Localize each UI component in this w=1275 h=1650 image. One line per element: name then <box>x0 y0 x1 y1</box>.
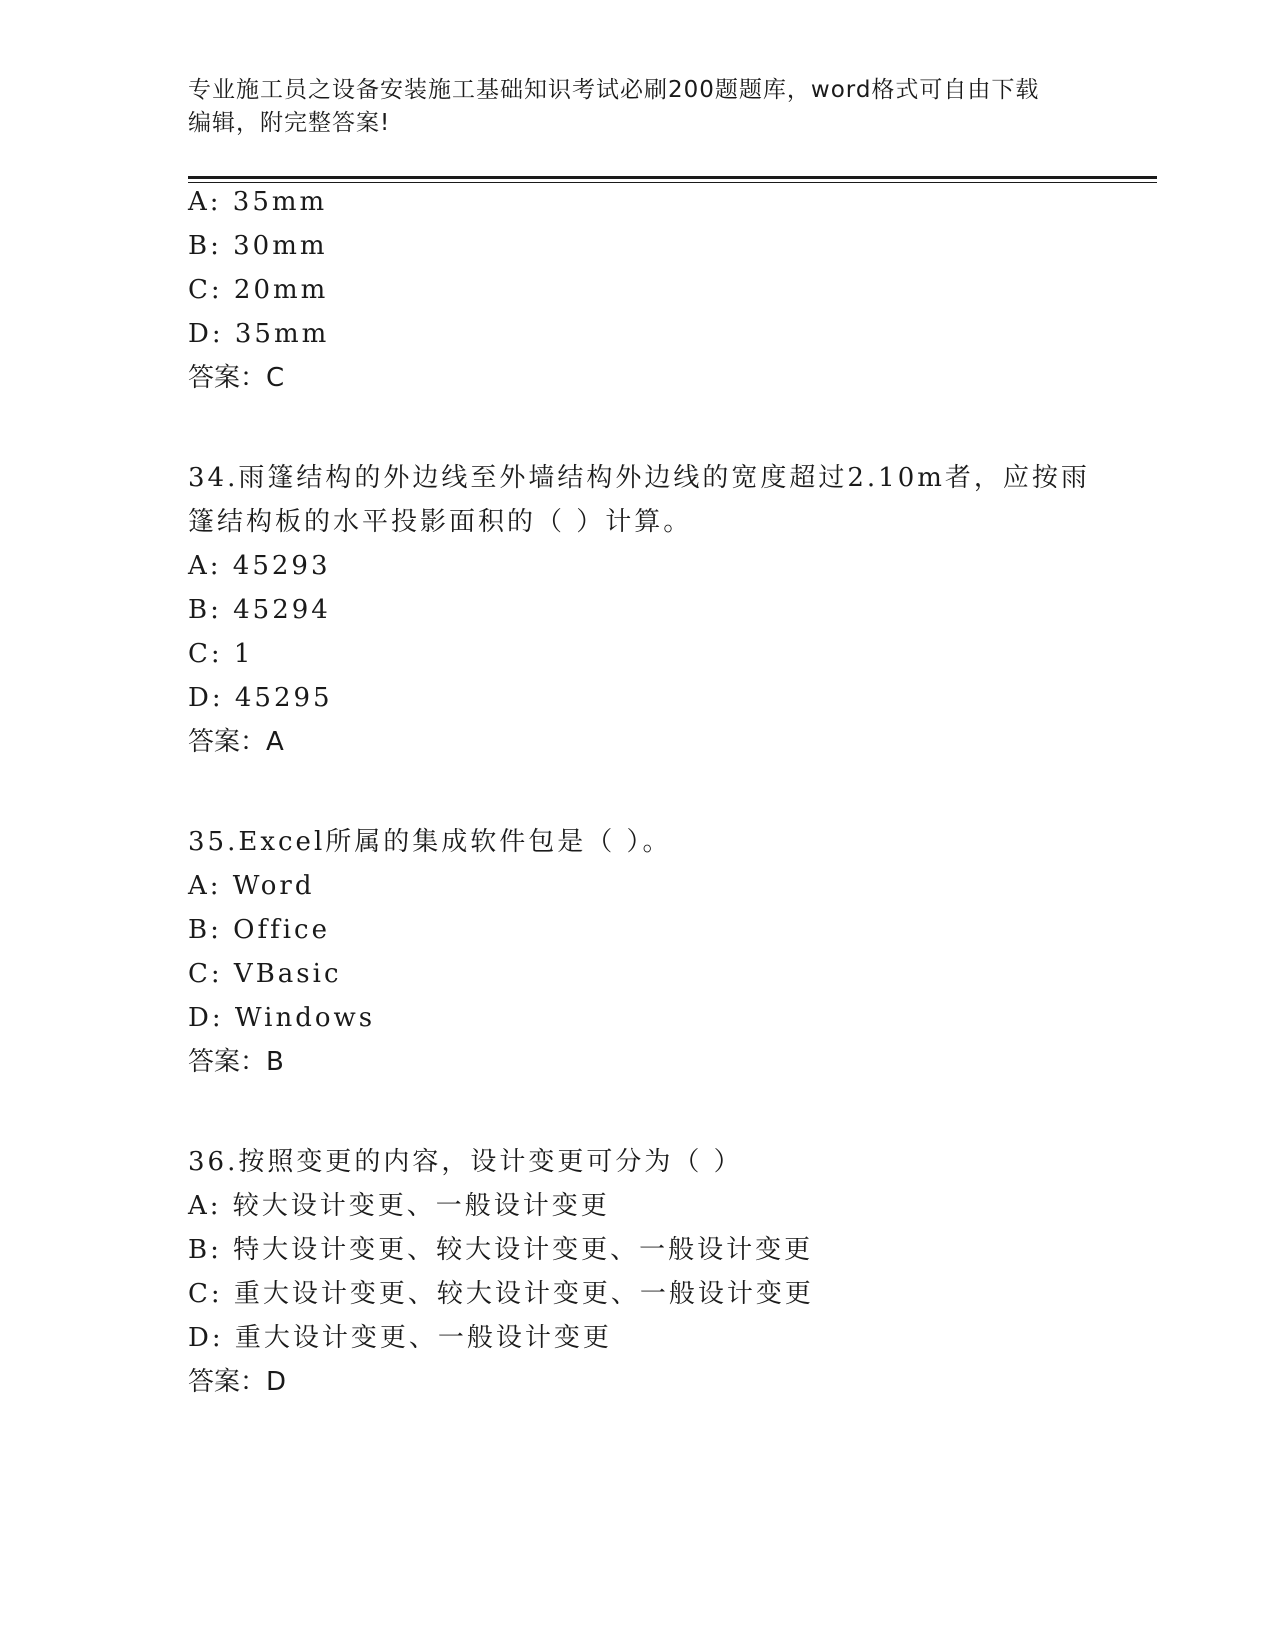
prev-answer: 答案：C <box>188 363 285 393</box>
prev-option-a: A: 35mm <box>188 187 328 217</box>
q36-stem-line-1: 36.按照变更的内容，设计变更可分为（ ） <box>188 1147 743 1177</box>
prev-option-d: D: 35mm <box>188 319 330 349</box>
document-header <box>188 74 1088 140</box>
header-divider-thin <box>188 182 1157 183</box>
q36-answer: 答案：D <box>188 1367 287 1397</box>
q36-option-b: B: 特大设计变更、较大设计变更、一般设计变更 <box>188 1235 814 1265</box>
q35-option-d: D: Windows <box>188 1003 376 1033</box>
q34-option-d: D: 45295 <box>188 683 333 713</box>
prev-option-b: B: 30mm <box>188 231 328 261</box>
q34-option-a: A: 45293 <box>188 551 331 581</box>
q34-answer: 答案：A <box>188 727 284 757</box>
q35-stem-line-1: 35.Excel所属的集成软件包是（ ）。 <box>188 827 672 857</box>
q35-option-a: A: Word <box>188 871 315 901</box>
q35-answer: 答案：B <box>188 1047 284 1077</box>
q35-option-c: C: VBasic <box>188 959 342 989</box>
q34-stem-line-2: 篷结构板的水平投影面积的（ ）计算。 <box>188 507 693 537</box>
q35-option-b: B: Office <box>188 915 330 945</box>
prev-option-c: C: 20mm <box>188 275 329 305</box>
q34-option-b: B: 45294 <box>188 595 331 625</box>
q36-option-c: C: 重大设计变更、较大设计变更、一般设计变更 <box>188 1279 814 1309</box>
q34-option-c: C: 1 <box>188 639 254 669</box>
header-divider-thick <box>188 176 1157 179</box>
q36-option-a: A: 较大设计变更、一般设计变更 <box>188 1191 610 1221</box>
q34-stem-line-1: 34.雨篷结构的外边线至外墙结构外边线的宽度超过2.10m者，应按雨 <box>188 463 1090 493</box>
header-line-2: 编辑，附完整答案! <box>188 110 391 136</box>
header-line-1: 专业施工员之设备安装施工基础知识考试必刷200题题库，word格式可自由下载 <box>188 77 1040 103</box>
q36-option-d: D: 重大设计变更、一般设计变更 <box>188 1323 612 1353</box>
